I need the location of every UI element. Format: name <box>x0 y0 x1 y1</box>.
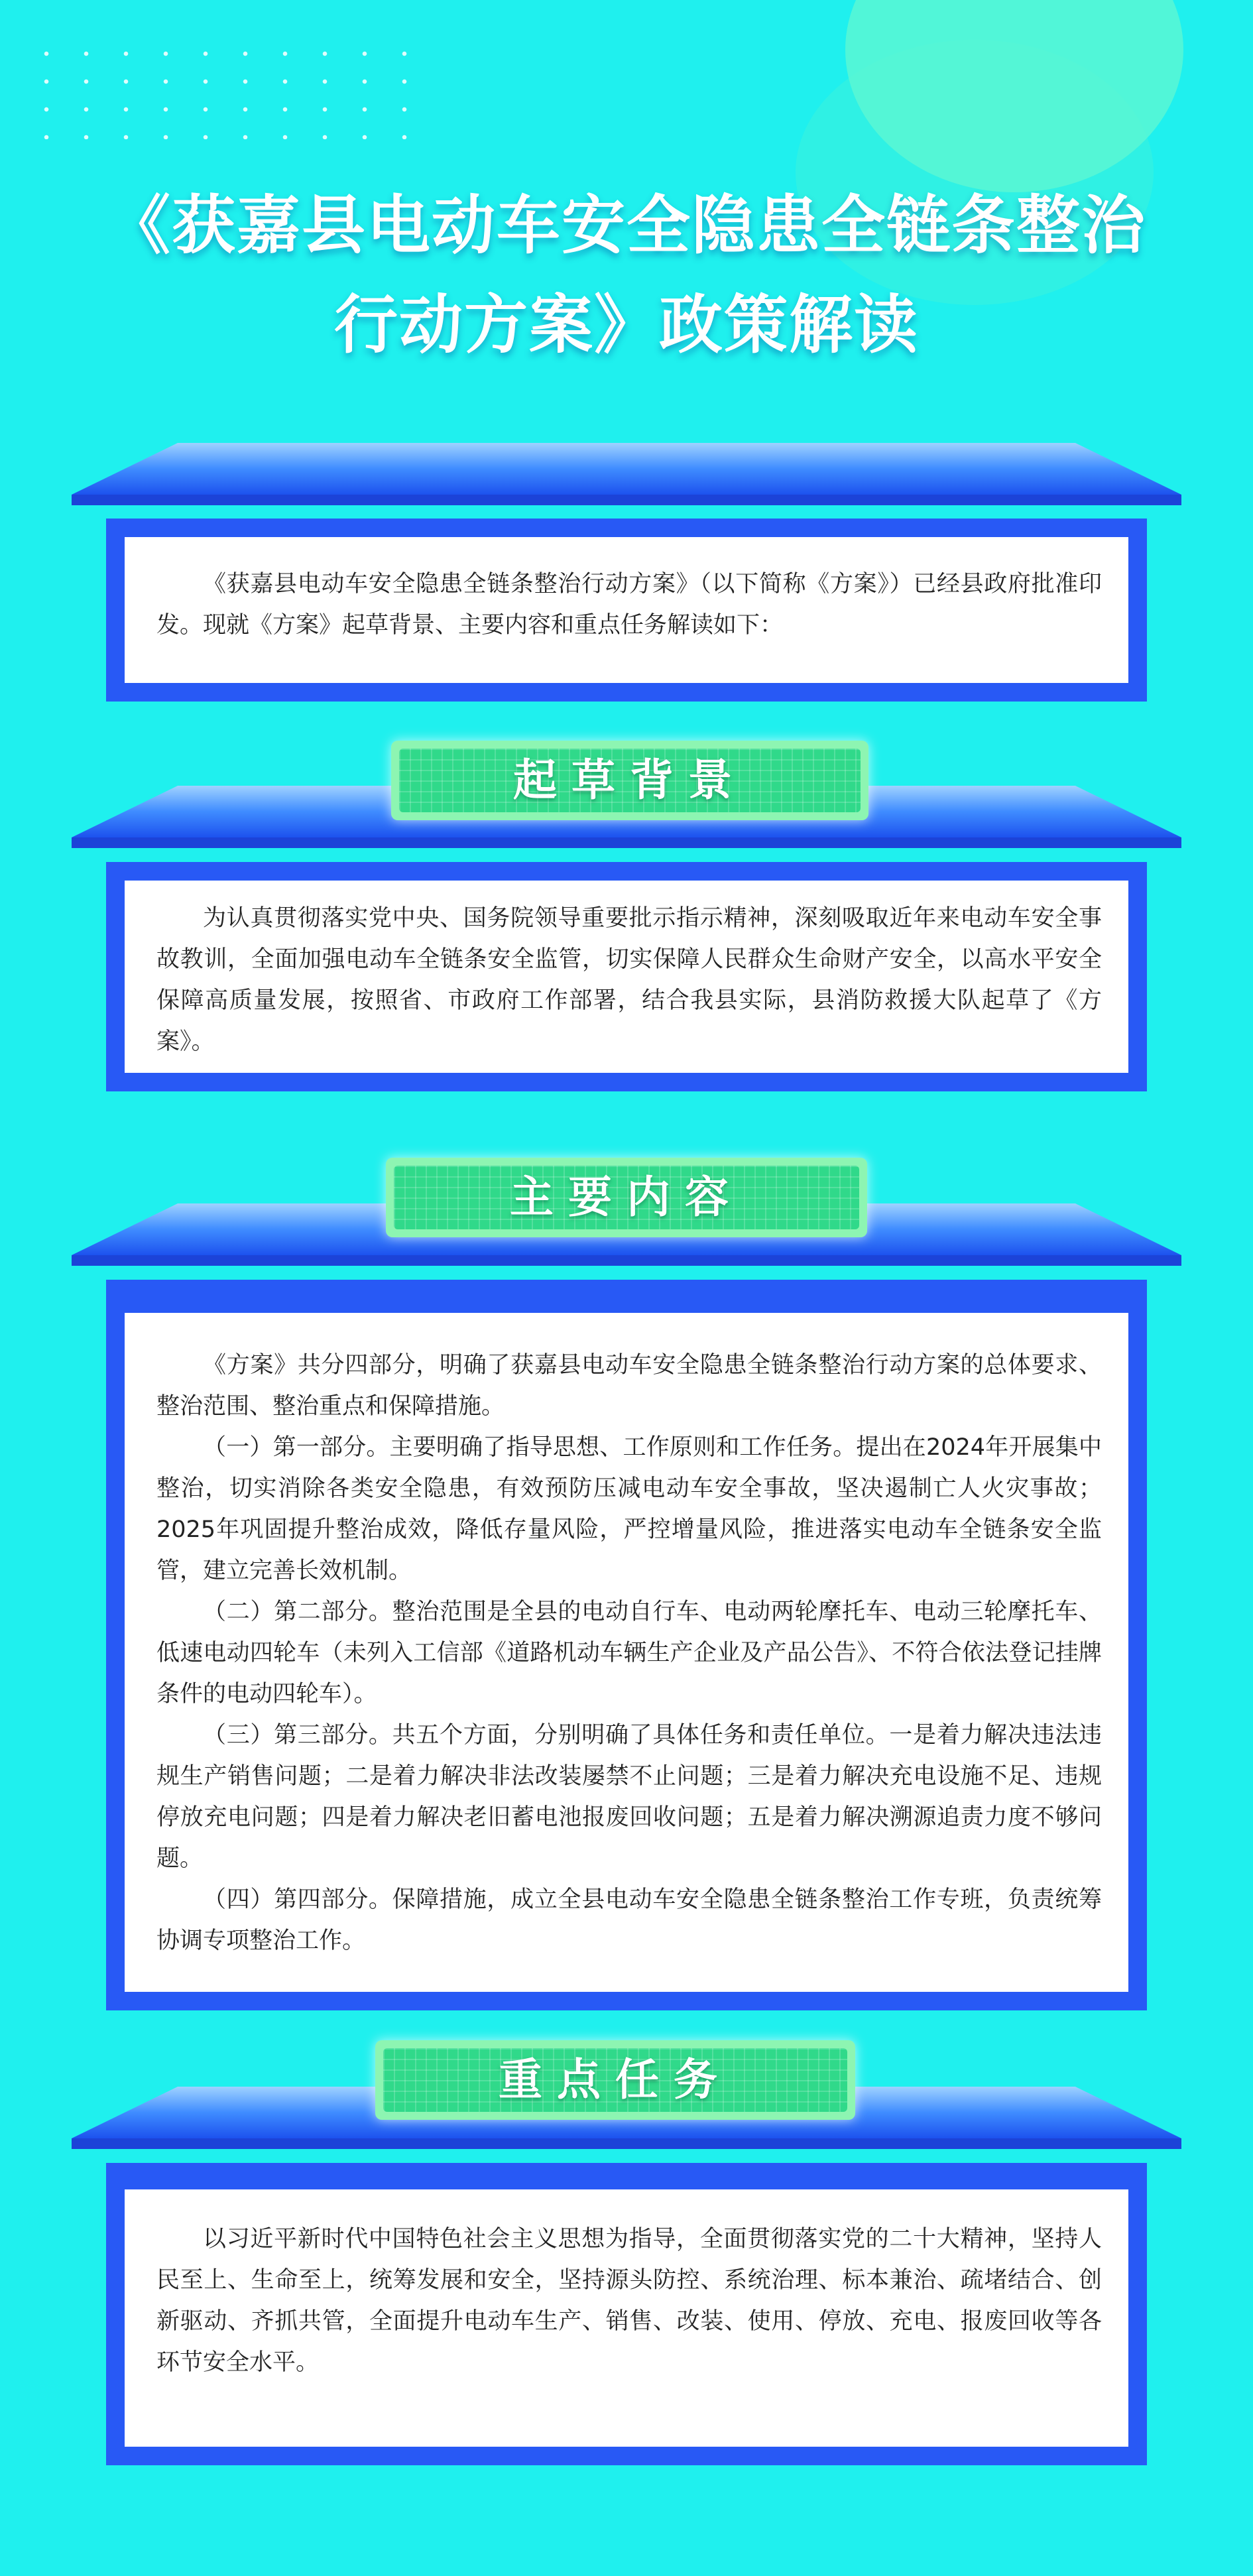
section-card <box>125 1313 1128 1992</box>
section-card <box>125 881 1128 1073</box>
page-title-line-1: 《获嘉县电动车安全隐患全链条整治 <box>107 188 1146 263</box>
section-panel-key-tasks <box>106 2163 1147 2465</box>
section-label: 主要内容 <box>394 1166 859 1229</box>
section-text <box>156 898 1102 1062</box>
paragraph: （三）第三部分。共五个方面，分别明确了具体任务和责任单位。一是着力解决违法违规生产销售问题；二是着力解决非法改装屡禁不止问题；三是着力解决充电设施不足、违规停放充电问题；四是着力解决老旧蓄电池报废回收问题；五是着力解决溯源追责力度不够问题。 <box>156 1722 1102 1872</box>
decorative-dot-grid <box>27 40 424 139</box>
section-label: 起草背景 <box>399 749 861 812</box>
page-title-line-2: 行动方案》政策解读 <box>334 288 919 362</box>
section-panel-main-content <box>106 1280 1147 2010</box>
section-card <box>125 2189 1128 2447</box>
section-panel-background <box>106 862 1147 1091</box>
paragraph: （一）第一部分。主要明确了指导思想、工作原则和工作任务。提出在2024年开展集中整治，切实消除各类安全隐患，有效预防压减电动车安全事故，坚决遏制亡人火灾事故；2025年巩固提升整治成效，降低存量风险，严控增量风险，推进落实电动车全链条安全监管，建立完善长效机制。 <box>156 1434 1102 1584</box>
intro-card <box>125 537 1128 683</box>
paragraph: 以习近平新时代中国特色社会主义思想为指导，全面贯彻落实党的二十大精神，坚持人民至上、生命至上，统筹发展和安全，坚持源头防控、系统治理、标本兼治、疏堵结合、创新驱动、齐抓共管，全面提升电动车生产、销售、改装、使用、停放、充电、报废回收等各环节安全水平。 <box>156 2226 1102 2376</box>
paragraph: （二）第二部分。整治范围是全县的电动自行车、电动两轮摩托车、电动三轮摩托车、低速电动四轮车（未列入工信部《道路机动车辆生产企业及产品公告》、不符合依法登记挂牌条件的电动四轮车）。 <box>156 1599 1102 1707</box>
section-label-background <box>375 2040 855 2120</box>
section-label-background <box>386 1158 867 1237</box>
section-text <box>156 1345 1102 1961</box>
decorative-platform <box>72 443 1181 516</box>
paragraph: 《方案》共分四部分，明确了获嘉县电动车安全隐患全链条整治行动方案的总体要求、整治范围、整治重点和保障措施。 <box>156 1352 1102 1420</box>
page-title <box>0 176 1253 375</box>
paragraph: （四）第四部分。保障措施，成立全县电动车安全隐患全链条整治工作专班，负责统筹协调专项整治工作。 <box>156 1886 1102 1954</box>
section-label-background <box>391 741 868 820</box>
intro-panel <box>106 519 1147 702</box>
section-label: 重点任务 <box>383 2048 847 2112</box>
section-text <box>156 2219 1102 2383</box>
intro-text: 《获嘉县电动车安全隐患全链条整治行动方案》（以下简称《方案》）已经县政府批准印发。现就《方案》起草背景、主要内容和重点任务解读如下： <box>156 571 1102 639</box>
paragraph: 为认真贯彻落实党中央、国务院领导重要批示指示精神，深刻吸取近年来电动车安全事故教训，全面加强电动车全链条安全监管，切实保障人民群众生命财产安全，以高水平安全保障高质量发展，按照省、市政府工作部署，结合我县实际，县消防救援大队起草了《方案》。 <box>156 905 1102 1055</box>
